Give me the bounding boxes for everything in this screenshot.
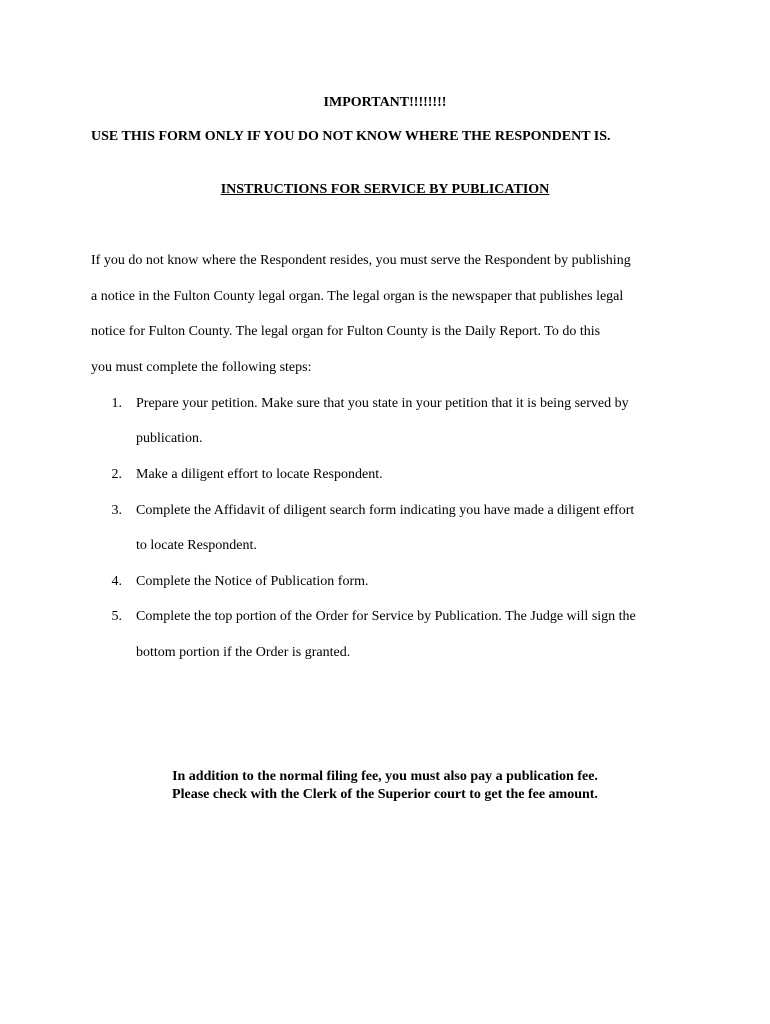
fee-note-line: In addition to the normal filing fee, you must also pay a publication fee. (172, 769, 598, 784)
step-text: Complete the Notice of Publication form. (136, 574, 369, 589)
step-text: Complete the top portion of the Order for Service by Publication. The Judge will sign the (136, 609, 636, 624)
fee-note-line: Please check with the Clerk of the Superior court to get the fee amount. (172, 787, 598, 802)
page-title: INSTRUCTIONS FOR SERVICE BY PUBLICATION (220, 182, 550, 197)
step-text: bottom portion if the Order is granted. (136, 645, 351, 660)
intro-line: a notice in the Fulton County legal organ. The legal organ is the newspaper that publishes legal (91, 289, 624, 304)
step-text: publication. (136, 431, 203, 446)
step-number: 4. (111, 574, 122, 589)
step-number: 3. (111, 503, 122, 518)
step-number: 5. (111, 609, 122, 624)
step-text: Make a diligent effort to locate Respondent. (136, 467, 383, 482)
step-text: Prepare your petition. Make sure that you state in your petition that it is being served by (136, 396, 629, 411)
step-text: Complete the Affidavit of diligent search form indicating you have made a diligent effort (136, 503, 635, 518)
important-heading: IMPORTANT!!!!!!!! (323, 95, 447, 110)
intro-line: you must complete the following steps: (91, 360, 312, 375)
step-number: 1. (111, 396, 122, 411)
intro-line: notice for Fulton County. The legal organ for Fulton County is the Daily Report. To do this (91, 324, 601, 339)
warning-heading: USE THIS FORM ONLY IF YOU DO NOT KNOW WHERE THE RESPONDENT IS. (91, 129, 611, 144)
intro-line: If you do not know where the Respondent resides, you must serve the Respondent by publishing (91, 253, 631, 268)
step-text: to locate Respondent. (136, 538, 257, 553)
step-number: 2. (111, 467, 122, 482)
